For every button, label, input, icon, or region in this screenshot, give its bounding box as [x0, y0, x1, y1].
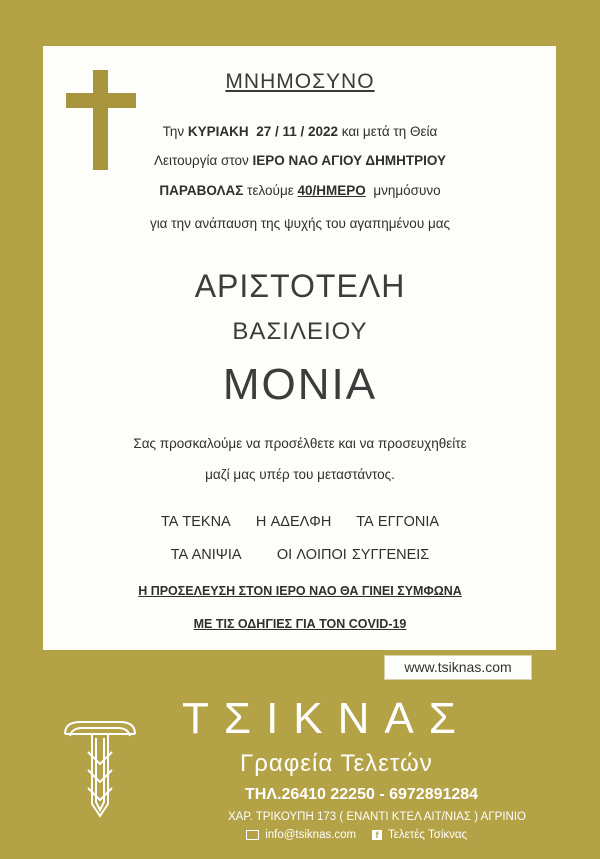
service-line: ΠΑΡΑΒΟΛΑΣ τελούμε 40/ΗΜΕΡΟ μνημόσυνο: [159, 183, 441, 198]
tsiknas-logo: [60, 712, 140, 822]
email-line[interactable]: info@tsiknas.com: [246, 829, 356, 841]
phone: ΤΗΛ.26410 22250 - 6972891284: [245, 786, 479, 803]
surname: ΜΟΝΙΑ: [222, 360, 378, 409]
address: ΧΑΡ. ΤΡΙΚΟΥΠΗ 173 ( ΕΝΑΝΤΙ ΚΤΕΛ ΑΙΤ/ΝΙΑΣ ) ΑΓΡΙΝΙΟ: [228, 811, 526, 823]
facebook-icon: f: [372, 830, 382, 840]
purpose-line: για την ανάπαυση της ψυχής του αγαπημένου μας: [149, 216, 451, 231]
date-line: Την ΚΥΡΙΑΚΗ 27 / 11 / 2022 και μετά τη Θεία: [162, 124, 438, 139]
church-line: Λειτουργία στον ΙΕΡΟ ΝΑΟ ΑΓΙΟΥ ΔΗΜΗΤΡΙΟΥ: [153, 153, 447, 168]
mail-icon: [246, 830, 259, 840]
invite-line-1: Σας προσκαλούμε να προσέλθετε και να προσευχηθείτε: [133, 436, 467, 451]
family-line-1: ΤΑ ΤΕΚΝΑ Η ΑΔΕΛΦΗ ΤΑ ΕΓΓΟΝΙΑ: [160, 514, 440, 530]
facebook-line[interactable]: f Τελετές Τσίκνας: [372, 829, 467, 841]
family-line-2: ΤΑ ΑΝΙΨΙΑ ΟΙ ΛΟΙΠΟΙ ΣΥΓΓΕΝΕΙΣ: [170, 547, 430, 563]
website-link[interactable]: www.tsiknas.com: [384, 655, 532, 680]
covid-line-2: ΜΕ ΤΙΣ ΟΔΗΓΙΕΣ ΓΙΑ ΤΟΝ COVID-19: [193, 617, 407, 631]
notice-title: ΜΝΗΜΟΣΥΝΟ: [225, 70, 375, 93]
father-name: ΒΑΣΙΛΕΙΟΥ: [232, 318, 368, 345]
first-name: ΑΡΙΣΤΟΤΕΛΗ: [194, 268, 406, 304]
brand-subtitle: Γραφεία Τελετών: [240, 750, 433, 777]
invite-line-2: μαζί μας υπέρ του μεταστάντος.: [205, 467, 395, 482]
brand-name: ΤΣΙΚΝΑΣ: [182, 694, 471, 743]
covid-line-1: Η ΠΡΟΣΕΛΕΥΣΗ ΣΤΟΝ ΙΕΡΟ ΝΑΟ ΘΑ ΓΙΝΕΙ ΣΥΜΦΩΝΑ: [138, 584, 462, 598]
